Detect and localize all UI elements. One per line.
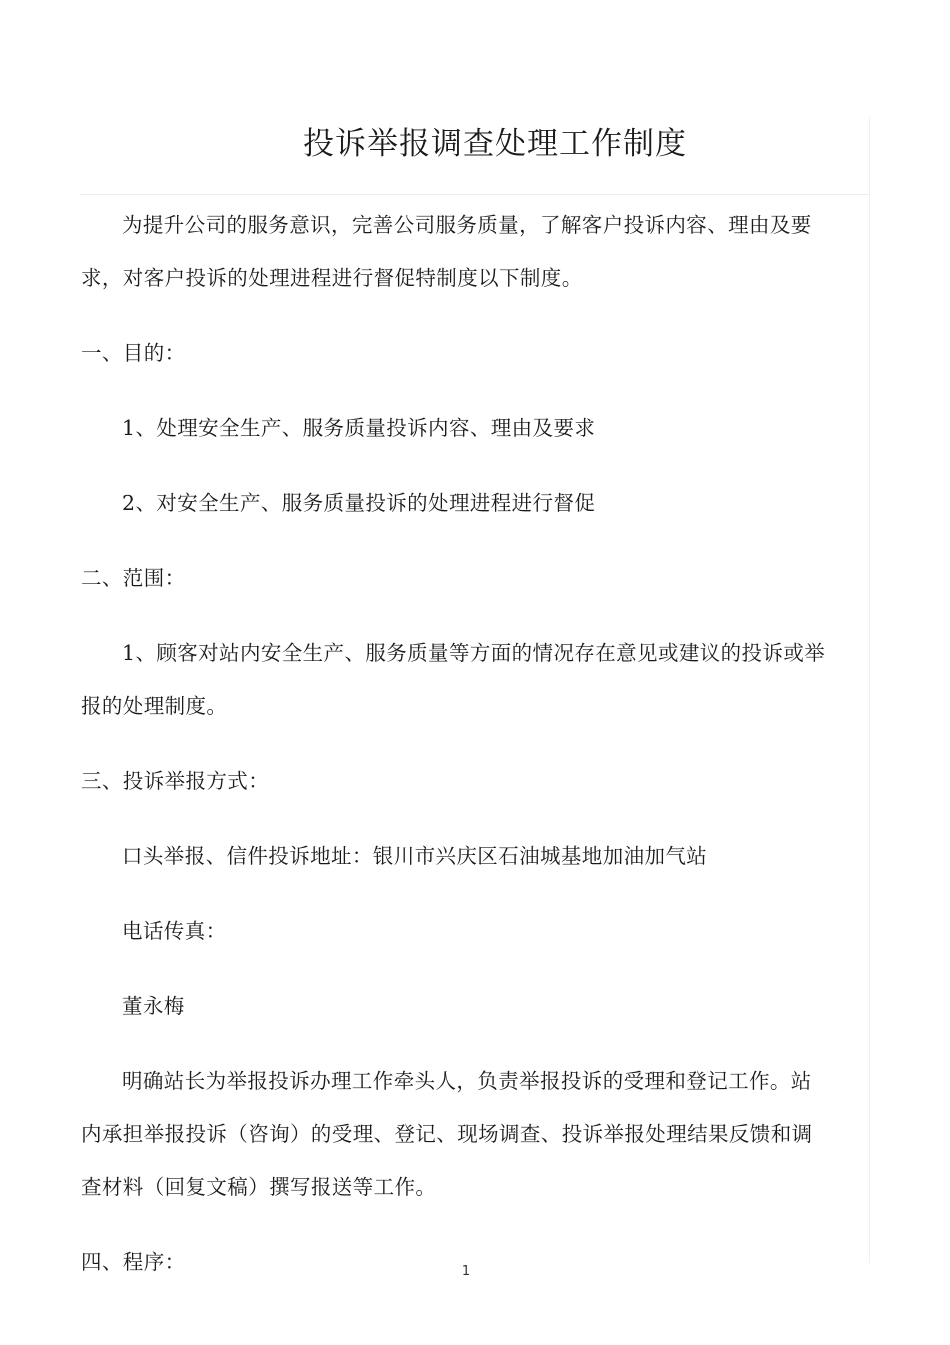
procedure-heading: 四、程序： xyxy=(81,1250,186,1274)
method-heading: 三、投诉举报方式： xyxy=(81,769,270,793)
document-body xyxy=(81,199,826,1289)
page-number: 1 xyxy=(461,1264,471,1279)
method-person: 董永梅 xyxy=(122,994,185,1018)
purpose-item-1: 1、处理安全生产、服务质量投诉内容、理由及要求 xyxy=(122,416,596,440)
method-address: 口头举报、信件投诉地址：银川市兴庆区石油城基地加油加气站 xyxy=(122,844,708,868)
intro-paragraph: 为提升公司的服务意识，完善公司服务质量，了解客户投诉内容、理由及要求，对客户投诉的处理进程进行督促特制度以下制度。 xyxy=(81,213,812,290)
header-divider xyxy=(80,194,870,195)
purpose-heading: 一、目的： xyxy=(81,341,186,365)
scope-item-1: 1、顾客对站内安全生产、服务质量等方面的情况存在意见或建议的投诉或举报的处理制度。 xyxy=(81,641,826,718)
page-title: 投诉举报调查处理工作制度 xyxy=(303,126,687,162)
scope-heading: 二、范围： xyxy=(81,566,186,590)
method-responsibility: 明确站长为举报投诉办理工作牵头人，负责举报投诉的受理和登记工作。站内承担举报投诉（咨询）的受理、登记、现场调查、投诉举报处理结果反馈和调查材料（回复文稿）撰写报送等工作。 xyxy=(81,1069,813,1199)
right-margin-line xyxy=(869,118,870,1263)
method-phone: 电话传真： xyxy=(122,919,227,943)
purpose-item-2: 2、对安全生产、服务质量投诉的处理进程进行督促 xyxy=(122,491,596,515)
